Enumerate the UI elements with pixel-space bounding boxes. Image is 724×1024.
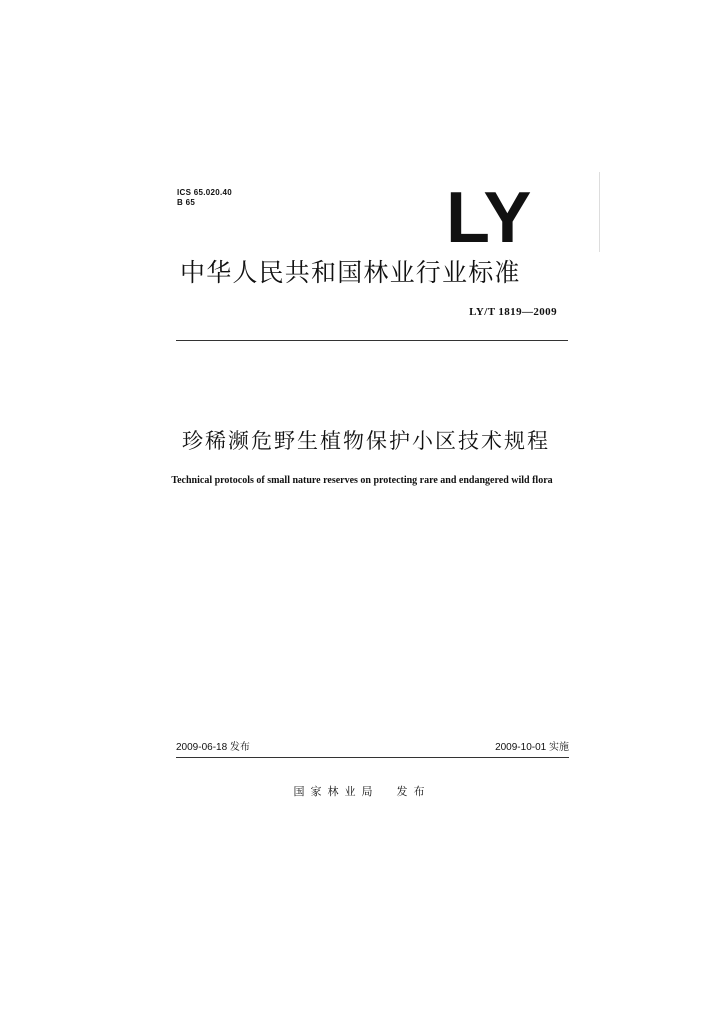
issuer-line <box>0 785 724 799</box>
implement-date: 2009-10-01 实施 <box>495 742 569 753</box>
standard-number: LY/T 1819—2009 <box>469 306 557 318</box>
document-title-en: Technical protocols of small nature reserves on protecting rare and endangered wild flora <box>171 475 553 486</box>
standard-title: 中华人民共和国林业行业标准 <box>180 258 521 287</box>
ccs-code: B 65 <box>177 198 196 207</box>
document-title-cn <box>0 427 724 455</box>
scan-artifact <box>599 172 600 252</box>
issue-date: 2009-06-18 发布 <box>176 742 250 753</box>
ics-code: ICS 65.020.40 <box>177 188 233 197</box>
classification-codes <box>177 188 232 208</box>
header-divider <box>176 340 568 341</box>
issuer-name: 国家林业局 <box>293 785 379 798</box>
footer-divider <box>176 757 569 758</box>
document-title-text: 珍稀濒危野生植物保护小区技术规程 <box>182 429 550 453</box>
issuer-action: 发布 <box>396 785 431 798</box>
ly-logo <box>446 180 546 250</box>
ly-logo-text: LY <box>446 180 532 250</box>
